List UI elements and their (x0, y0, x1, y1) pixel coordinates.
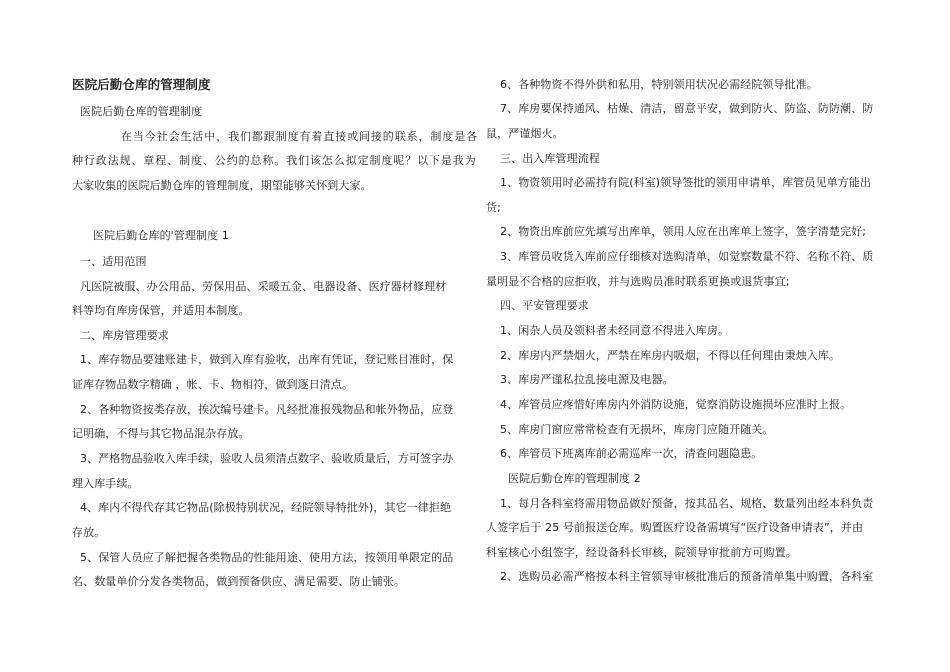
body-line: 科室核心小组签字，经设备科长审核，院领导审批前方可购置。 (486, 546, 797, 559)
body-line: 理入库手续。 (72, 477, 139, 490)
body-line: 2、选购员必需严格按本科主管领导审核批准后的预备清单集中购置，各科室 (500, 570, 874, 583)
body-line: 凡医院被服、办公用品、劳保用品、采暖五金、电器设备、医疗器材修理材 (80, 280, 447, 293)
section-heading: 医院后勤仓库的'管理制度 1 (93, 229, 229, 242)
body-line: 1、闲杂人员及领料者未经同意不得进入库房。 (500, 324, 730, 337)
body-line: 存放。 (72, 526, 106, 539)
body-line: 3、库房严谨私拉乱接电源及电器。 (500, 373, 674, 386)
section-heading: 三、出入库管理流程 (500, 152, 600, 165)
body-line: 货; (486, 201, 501, 214)
body-line: 料等均有库房保管，并适用本制度。 (72, 304, 250, 317)
subtitle: 医院后勤仓库的管理制度 (80, 105, 203, 118)
section-heading: 四、平安管理要求 (500, 299, 589, 312)
body-line: 名、数量单价分发各类物品，做到预备供应、满足需要、防止铺张。 (72, 575, 405, 588)
body-line: 7、库房要保持通风、枯燥、清洁，留意平安，做到防火、防盗、防防潮、防 (500, 102, 874, 115)
body-line: 鼠，严谨烟火。 (486, 127, 564, 140)
body-line: 3、严格物品验收入库手续，验收人员须清点数字、验收质量后，方可签字办 (80, 452, 454, 465)
body-line: 量明显不合格的应拒收，并与选购员准时联系更换或退货事宜; (486, 275, 790, 288)
section-heading: 二、库房管理要求 (80, 329, 169, 342)
document-title: 医院后勤仓库的管理制度 (72, 77, 211, 92)
body-line: 1、库存物品要建账建卡，做到入库有验收，出库有凭证，登记账目准时，保 (80, 353, 454, 366)
body-line: 2、库房内严禁烟火，严禁在库房内吸烟，不得以任何理由秉烛入库。 (500, 349, 841, 362)
section-heading: 一、适用范围 (80, 255, 147, 268)
intro-line: 大家收集的医院后勤仓库的管理制度，期望能够关怀到大家。 (72, 179, 372, 192)
body-line: 5、库房门窗应常常检查有无损坏，库房门应随开随关。 (500, 423, 774, 436)
body-line: 3、库管员收货入库前应仔细核对选购清单，如觉察数量不符、名称不符、质 (500, 250, 874, 263)
section-heading: 医院后勤仓库的管理制度 2 (508, 472, 641, 485)
body-line: 1、每月各科室将需用物品做好预备，按其品名、规格、数量列出经本科负责 (500, 497, 874, 510)
body-line: 1、物资领用时必需持有院(科室)领导签批的领用申请单，库管员见单方能出 (500, 176, 872, 189)
body-line: 4、库管员应疼惜好库房内外消防设施，觉察消防设施损坏应准时上报。 (500, 398, 852, 411)
body-line: 4、库内不得代存其它物品(除极特别状况，经院领导特批外)，其它一律拒绝 (80, 501, 452, 514)
intro-line: 种行政法规、章程、制度、公约的总称。我们该怎么拟定制度呢？以下是我为 (72, 154, 477, 167)
body-line: 2、物资出库前应先填写出库单，领用人应在出库单上签字，签字清楚完好; (500, 225, 867, 238)
body-line: 记明确，不得与其它物品混杂存放。 (72, 427, 250, 440)
body-line: 6、库管员下班离库前必需巡库一次，清查问题隐患。 (500, 447, 763, 460)
body-line: 2、各种物资按类存放，挨次编号建卡。凡经批准报残物品和帐外物品，应登 (80, 403, 454, 416)
body-line: 6、各种物资不得外供和私用，特别领用状况必需经院领导批准。 (500, 78, 818, 91)
body-line: 证库存物品数字精确 ，帐、卡、物相符，做到逐日清点。 (72, 378, 354, 391)
body-line: 5、保管人员应了解把握各类物品的性能用途、使用方法，按领用单限定的品 (80, 551, 454, 564)
intro-line: 在当今社会生活中，我们都跟制度有着直接或间接的联系，制度是各 (121, 130, 478, 143)
body-line: 人签字后于 25 号前报送仓库。购置医疗设备需填写“医疗设备申请表”，并由 (486, 521, 864, 534)
